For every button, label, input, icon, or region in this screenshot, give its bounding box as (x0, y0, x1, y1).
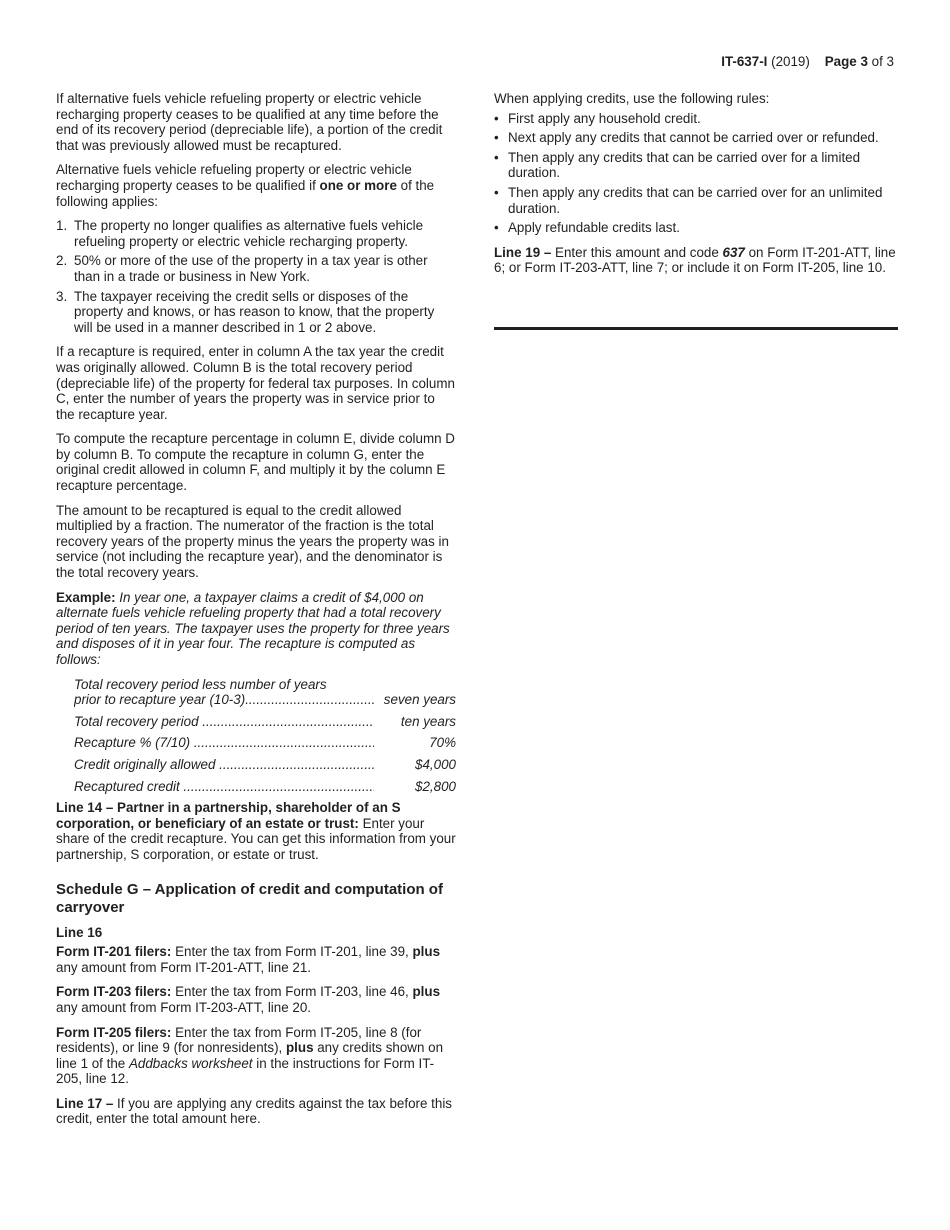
form-number: IT-637-I (721, 54, 768, 69)
rules-intro: When applying credits, use the following rules: (494, 91, 770, 106)
table-row: Recapture % (7/10) ..... 70% (74, 735, 456, 751)
paragraph-line19: Line 19 – Enter this amount and code 637 on Form IT-201-ATT, line 6; or Form IT-203-ATT, line 7; or include it on Form IT-205, line 10. (494, 244, 896, 276)
paragraph-line14: Line 14 – Partner in a partnership, shareholder of an S corporation, or beneficiary of an estate or trust: Enter your share of the credit recapture. You can get this information from your partnership, S corporation, or estate or trust. (56, 800, 456, 862)
paragraph-it201: Form IT-201 filers: Enter the tax from Form IT-201, line 39, plus any amount from Form IT-201-ATT, line 21. (56, 944, 441, 975)
rules-list (494, 111, 898, 236)
paragraph-compute: To compute the recapture percentage in column E, divide column D by column B. To compute the recapture in column G, enter the original credit allowed in column F, and multiply it by the column E recapture percentage. (56, 431, 455, 494)
table-row: Recaptured credit ..... $2,800 (74, 779, 456, 795)
page-of: of 3 (871, 54, 894, 69)
list-item: 1. The property no longer qualifies as alternative fuels vehicle refueling property or electric vehicle recharging property. (56, 218, 424, 249)
page-label: Page 3 (824, 54, 868, 69)
list-item: • Next apply any credits that cannot be carried over or refunded. (494, 130, 879, 146)
conditions-list (56, 218, 456, 335)
list-item: • Apply refundable credits last. (494, 220, 680, 236)
schedule-g-heading: Schedule G – Application of credit and computation of carryover (56, 880, 443, 916)
paragraph-cease-qualified: Alternative fuels vehicle refueling property or electric vehicle recharging property ceases to be qualified if one or more of the following applies: (56, 162, 435, 209)
paragraph-columns: If a recapture is required, enter in column A the tax year the credit was originally allowed. Column B is the total recovery period (depreciable life) of the property for federal tax purposes. In column C, enter the number of years the property was in service prior to the recapture year. (56, 344, 455, 422)
paragraph-line17: Line 17 – If you are applying any credits against the tax before this credit, enter the total amount here. (56, 1095, 452, 1127)
page-header (721, 54, 894, 70)
list-item: • Then apply any credits that can be carried over for an unlimited duration. (494, 184, 883, 216)
line16-heading: Line 16 (56, 924, 103, 940)
form-year: (2019) (771, 54, 810, 69)
table-row: Credit originally allowed ..... $4,000 (74, 757, 456, 773)
list-item: 2. 50% or more of the use of the property in a tax year is other than in a trade or business in New York. (56, 253, 428, 284)
paragraph-it203: Form IT-203 filers: Enter the tax from Form IT-203, line 46, plus any amount from Form IT-203-ATT, line 20. (56, 984, 441, 1015)
table-row: Total recovery period ..... ten years (74, 714, 456, 730)
list-item: 3. The taxpayer receiving the credit sells or disposes of the property and knows, or has reason to know, that the property will be used in a manner described in 1 or 2 above. (56, 288, 435, 335)
list-item: • First apply any household credit. (494, 110, 701, 126)
section-divider (494, 327, 898, 330)
paragraph-recapture-intro: If alternative fuels vehicle refueling property or electric vehicle recharging property ceases to be qualified at any time before the end of its recovery period (depreciable life), a portion of the credit that was previously allowed must be recaptured. (56, 91, 443, 153)
list-item: • Then apply any credits that can be carried over for a limited duration. (494, 149, 861, 181)
paragraph-example: Example: In year one, a taxpayer claims a credit of $4,000 on alternate fuels vehicle refueling property that had a total recovery period of ten years. The taxpayer uses the property for three years and disposes of it in year four. The recapture is computed as follows: (56, 589, 450, 667)
paragraph-it205: Form IT-205 filers: Enter the tax from Form IT-205, line 8 (for residents), or line 9 (for nonresidents), plus any credits shown on line 1 of the Addbacks worksheet in the instructions for Form IT-205, line 12. (56, 1024, 444, 1087)
right-column (494, 91, 898, 285)
left-column (56, 91, 456, 1136)
paragraph-amount: The amount to be recaptured is equal to the credit allowed multiplied by a fraction. The numerator of the fraction is the total recovery years of the property minus the years the property was in service (not including the recapture year), and the denominator is the total recovery years. (56, 502, 449, 581)
example-table (74, 677, 456, 795)
table-row: Total recovery period less number of years prior to recapture year (10-3) ..... seven years (74, 677, 456, 708)
